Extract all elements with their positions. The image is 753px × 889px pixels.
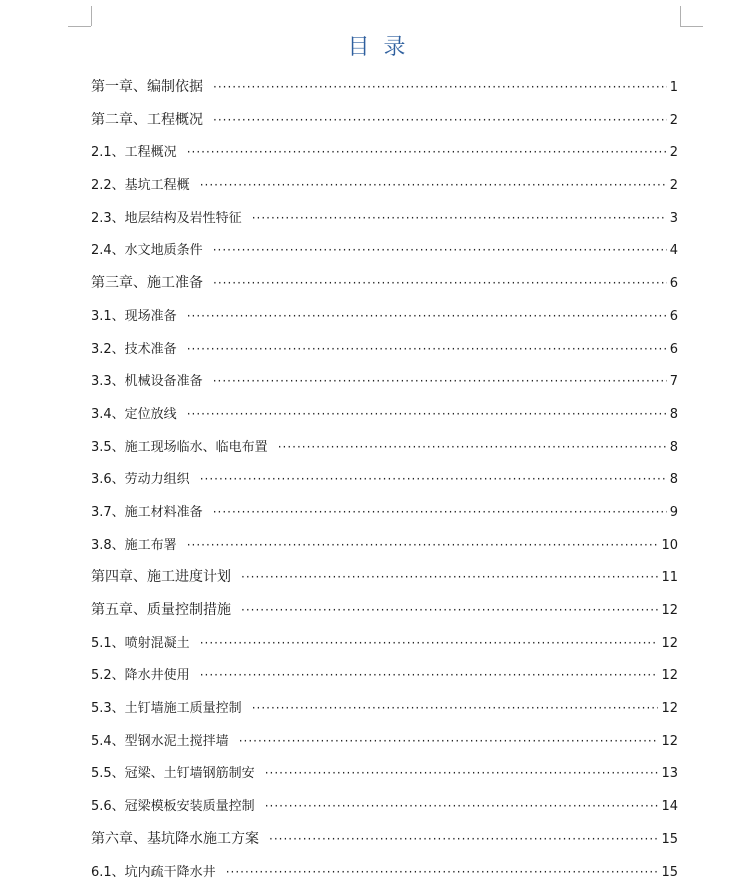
page-corner-mark-top-right <box>680 6 681 26</box>
page-corner-mark-top-left-horizontal <box>68 26 91 27</box>
toc-dot-leader <box>187 398 667 431</box>
toc-entry[interactable] <box>91 136 678 169</box>
toc-entry-page-number: 2 <box>670 137 678 170</box>
toc-entry[interactable] <box>91 169 678 202</box>
toc-dot-leader <box>187 136 667 169</box>
toc-entry-page-number: 13 <box>661 758 678 791</box>
toc-entry-page-number: 12 <box>661 726 678 759</box>
toc-entry-label: 第三章、施工准备 <box>91 267 203 300</box>
toc-entry-label: 3.4、定位放线 <box>91 399 177 432</box>
toc-entry[interactable] <box>91 300 678 333</box>
toc-entry-page-number: 12 <box>661 628 678 661</box>
toc-entry-label: 第一章、编制依据 <box>91 71 203 104</box>
table-of-contents <box>91 71 678 888</box>
toc-entry-page-number: 3 <box>670 203 678 236</box>
toc-entry-label: 2.4、水文地质条件 <box>91 235 203 268</box>
toc-entry[interactable] <box>91 594 678 627</box>
toc-entry-page-number: 11 <box>661 562 678 595</box>
toc-entry[interactable] <box>91 659 678 692</box>
toc-entry-label: 5.6、冠梁模板安装质量控制 <box>91 791 255 824</box>
toc-entry-label: 3.6、劳动力组织 <box>91 464 190 497</box>
toc-entry-page-number: 12 <box>661 660 678 693</box>
toc-entry[interactable] <box>91 561 678 594</box>
toc-entry-label: 3.5、施工现场临水、临电布置 <box>91 432 268 465</box>
toc-entry-page-number: 15 <box>661 857 678 889</box>
toc-entry[interactable] <box>91 333 678 366</box>
toc-dot-leader <box>278 431 667 464</box>
toc-entry-label: 第四章、施工进度计划 <box>91 561 231 594</box>
toc-entry[interactable] <box>91 202 678 235</box>
toc-entry-label: 2.2、基坑工程概 <box>91 170 190 203</box>
toc-entry-page-number: 8 <box>670 464 678 497</box>
toc-entry-label: 3.1、现场准备 <box>91 301 177 334</box>
toc-entry[interactable] <box>91 234 678 267</box>
toc-entry[interactable] <box>91 692 678 725</box>
toc-dot-leader <box>213 365 667 398</box>
toc-entry-page-number: 2 <box>670 170 678 203</box>
toc-entry[interactable] <box>91 267 678 300</box>
toc-dot-leader <box>200 169 667 202</box>
toc-entry-label: 3.7、施工材料准备 <box>91 497 203 530</box>
toc-entry-page-number: 1 <box>670 72 678 105</box>
toc-entry-label: 3.2、技术准备 <box>91 334 177 367</box>
toc-dot-leader <box>200 659 659 692</box>
toc-entry-label: 第六章、基坑降水施工方案 <box>91 823 259 856</box>
page-corner-mark-top-left <box>91 6 92 26</box>
toc-entry[interactable] <box>91 627 678 660</box>
toc-entry-page-number: 7 <box>670 366 678 399</box>
toc-dot-leader <box>213 267 667 300</box>
toc-entry[interactable] <box>91 496 678 529</box>
toc-dot-leader <box>213 234 667 267</box>
toc-title: 目 录 <box>0 33 753 63</box>
toc-entry[interactable] <box>91 856 678 889</box>
toc-entry-page-number: 2 <box>670 105 678 138</box>
toc-dot-leader <box>265 757 659 790</box>
toc-entry-label: 5.2、降水井使用 <box>91 660 190 693</box>
toc-entry-page-number: 6 <box>670 301 678 334</box>
toc-entry-page-number: 6 <box>670 268 678 301</box>
toc-entry-page-number: 6 <box>670 334 678 367</box>
toc-entry-page-number: 10 <box>661 530 678 563</box>
toc-entry-page-number: 8 <box>670 432 678 465</box>
toc-entry-label: 2.1、工程概况 <box>91 137 177 170</box>
toc-entry-page-number: 12 <box>661 595 678 628</box>
toc-entry-label: 6.1、坑内疏干降水井 <box>91 857 216 889</box>
toc-dot-leader <box>200 627 659 660</box>
toc-entry-page-number: 8 <box>670 399 678 432</box>
toc-entry-label: 5.1、喷射混凝土 <box>91 628 190 661</box>
toc-dot-leader <box>200 463 667 496</box>
toc-entry-label: 5.3、土钉墙施工质量控制 <box>91 693 242 726</box>
toc-entry[interactable] <box>91 365 678 398</box>
toc-entry-label: 2.3、地层结构及岩性特征 <box>91 203 242 236</box>
toc-dot-leader <box>252 692 659 725</box>
toc-entry[interactable] <box>91 398 678 431</box>
toc-entry[interactable] <box>91 463 678 496</box>
toc-dot-leader <box>187 300 667 333</box>
toc-dot-leader <box>252 202 667 235</box>
toc-dot-leader <box>241 561 658 594</box>
toc-dot-leader <box>265 790 659 823</box>
page-corner-mark-top-right-horizontal <box>680 26 703 27</box>
toc-dot-leader <box>213 104 667 137</box>
toc-dot-leader <box>213 496 667 529</box>
toc-entry-page-number: 4 <box>670 235 678 268</box>
toc-entry-label: 第二章、工程概况 <box>91 104 203 137</box>
toc-dot-leader <box>241 594 658 627</box>
toc-entry-label: 3.8、施工布署 <box>91 530 177 563</box>
toc-entry[interactable] <box>91 71 678 104</box>
toc-entry[interactable] <box>91 725 678 758</box>
toc-entry[interactable] <box>91 790 678 823</box>
toc-entry[interactable] <box>91 529 678 562</box>
toc-entry-label: 第五章、质量控制措施 <box>91 594 231 627</box>
toc-entry-page-number: 12 <box>661 693 678 726</box>
toc-entry[interactable] <box>91 823 678 856</box>
toc-entry-label: 5.4、型钢水泥土搅拌墙 <box>91 726 229 759</box>
toc-entry[interactable] <box>91 757 678 790</box>
toc-dot-leader <box>213 71 667 104</box>
toc-entry-label: 5.5、冠梁、土钉墙钢筋制安 <box>91 758 255 791</box>
toc-entry-page-number: 14 <box>661 791 678 824</box>
toc-dot-leader <box>187 333 667 366</box>
toc-dot-leader <box>226 856 659 889</box>
toc-entry[interactable] <box>91 431 678 464</box>
toc-entry-label: 3.3、机械设备准备 <box>91 366 203 399</box>
toc-entry-page-number: 15 <box>661 824 678 857</box>
toc-entry-page-number: 9 <box>670 497 678 530</box>
toc-dot-leader <box>187 529 659 562</box>
toc-dot-leader <box>269 823 658 856</box>
toc-entry[interactable] <box>91 104 678 137</box>
toc-dot-leader <box>239 725 659 758</box>
